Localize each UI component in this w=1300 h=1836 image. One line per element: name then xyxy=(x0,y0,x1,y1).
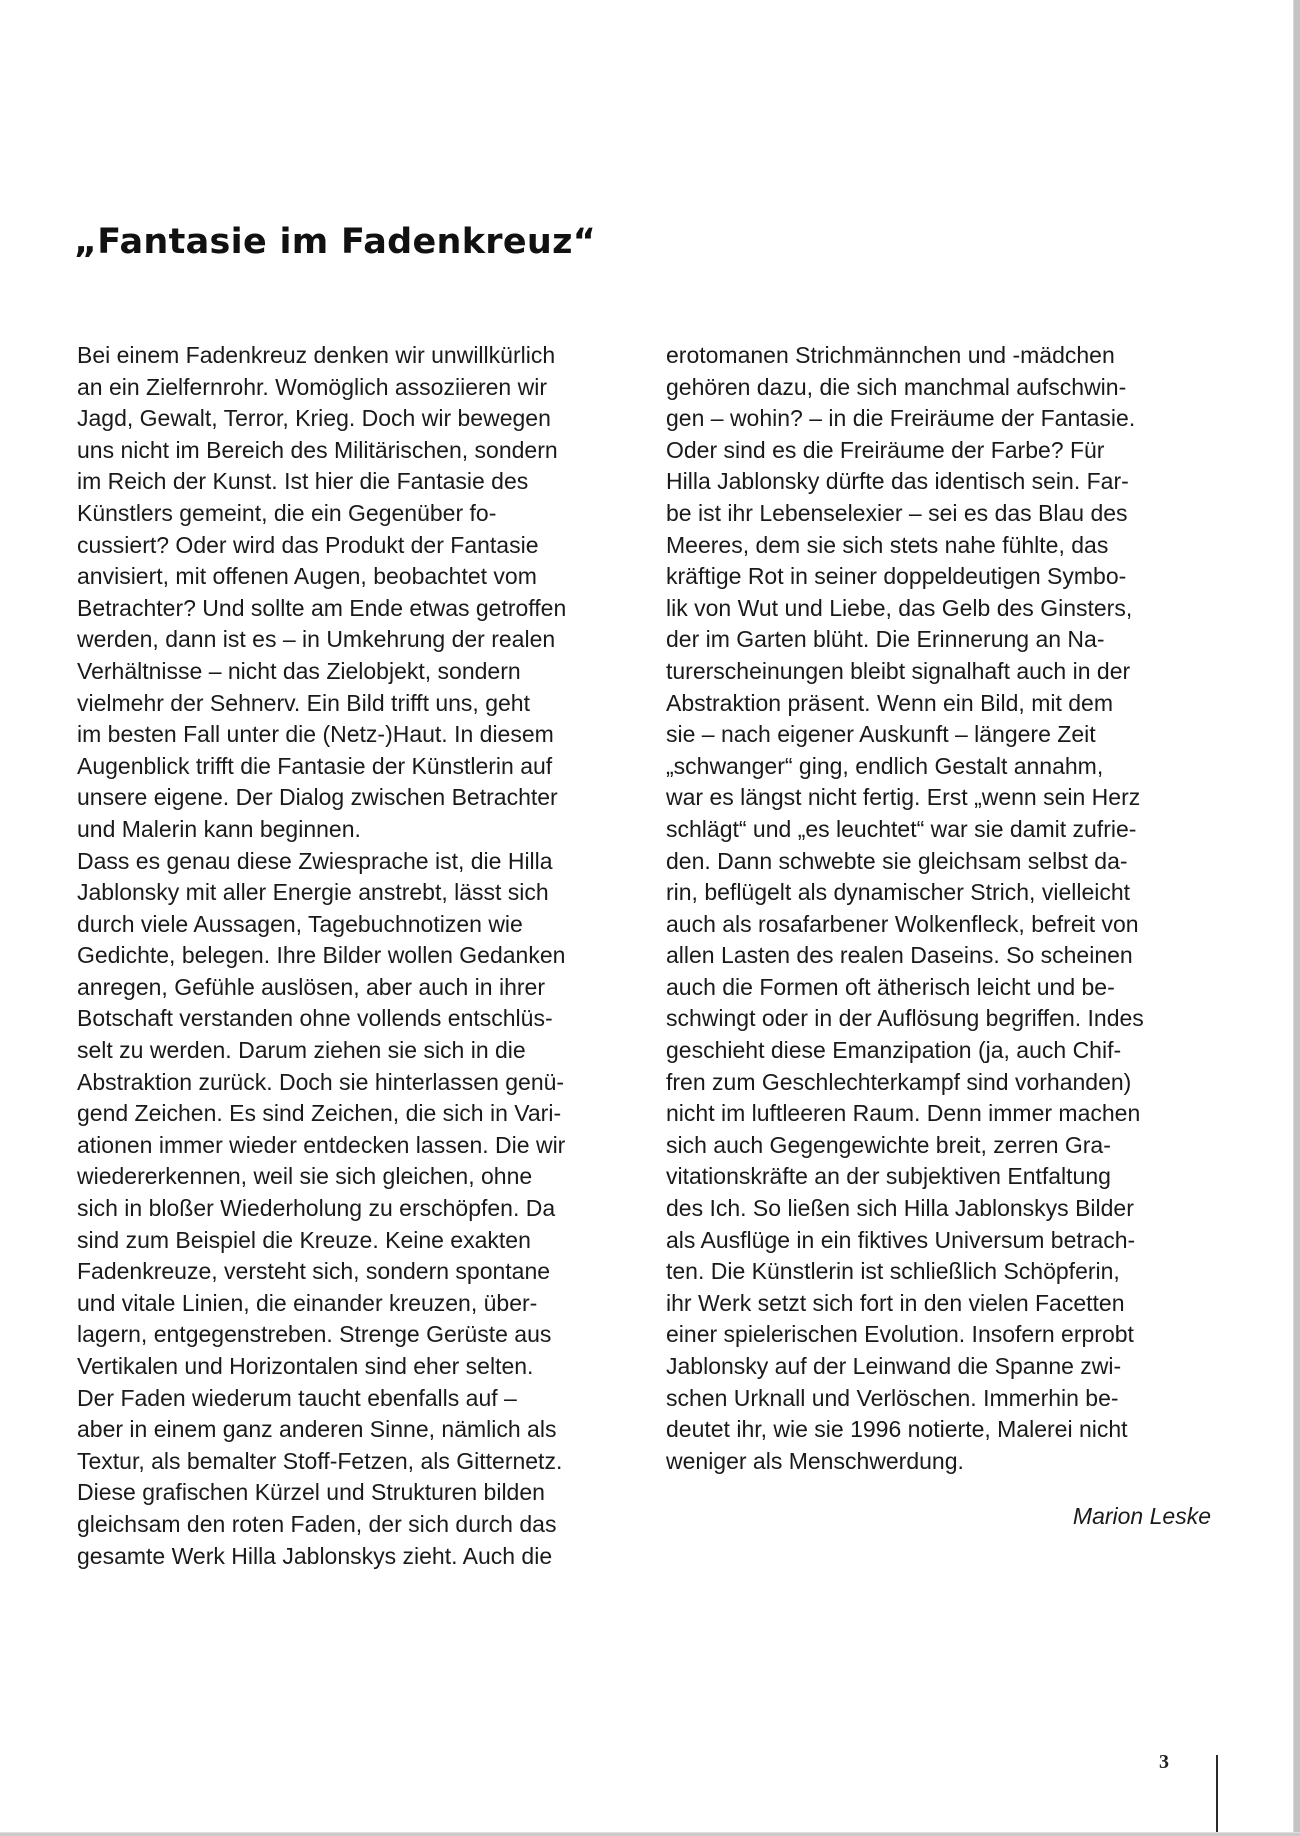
text-line: turerscheinungen bleibt signalhaft auch in der xyxy=(666,657,1131,684)
text-line: Fadenkreuze, versteht sich, sondern spontane xyxy=(77,1258,551,1285)
page-margin-rule xyxy=(1216,1755,1218,1832)
text-line: Verhältnisse – nicht das Zielobjekt, sondern xyxy=(77,657,521,684)
text-line: Botschaft verstanden ohne vollends entschlüs- xyxy=(77,1005,553,1032)
text-line: den. Dann schwebte sie gleichsam selbst da- xyxy=(666,847,1128,874)
text-line: schlägt“ und „es leuchtet“ war sie damit zufrie- xyxy=(666,815,1137,842)
text-line: „schwanger“ ging, endlich Gestalt annahm, xyxy=(666,752,1104,779)
text-line: im besten Fall unter die (Netz-)Haut. In diesem xyxy=(77,721,554,748)
text-line: Abstraktion präsent. Wenn ein Bild, mit dem xyxy=(666,689,1114,716)
text-line: rin, beflügelt als dynamischer Strich, vielleicht xyxy=(666,879,1131,906)
right-text-column xyxy=(666,340,1144,1477)
text-line: allen Lasten des realen Daseins. So scheinen xyxy=(666,942,1133,969)
text-line: Gedichte, belegen. Ihre Bilder wollen Gedanken xyxy=(77,942,566,969)
text-line: Textur, als bemalter Stoff-Fetzen, als Gitternetz. xyxy=(77,1447,563,1474)
text-line: selt zu werden. Darum ziehen sie sich in die xyxy=(77,1037,526,1064)
text-line: anvisiert, mit offenen Augen, beobachtet vom xyxy=(77,563,537,590)
text-line: des Ich. So ließen sich Hilla Jablonskys Bilder xyxy=(666,1195,1134,1222)
text-line: werden, dann ist es – in Umkehrung der realen xyxy=(77,626,556,653)
text-line: Dass es genau diese Zwiesprache ist, die Hilla xyxy=(77,847,553,874)
left-text-column xyxy=(77,340,566,1572)
text-line: lagern, entgegenstreben. Strenge Gerüste aus xyxy=(77,1321,552,1348)
text-line: Meeres, dem sie sich stets nahe fühlte, das xyxy=(666,531,1109,558)
text-line: Der Faden wiederum taucht ebenfalls auf – xyxy=(77,1384,517,1411)
text-line: war es längst nicht fertig. Erst „wenn sein Herz xyxy=(666,784,1141,811)
article-title: „Fantasie im Fadenkreuz“ xyxy=(74,222,597,262)
text-line: Oder sind es die Freiräume der Farbe? Für xyxy=(666,436,1105,463)
text-line: vitationskräfte an der subjektiven Entfaltung xyxy=(666,1163,1111,1190)
text-line: im Reich der Kunst. Ist hier die Fantasie des xyxy=(77,468,529,495)
text-line: Künstlers gemeint, die ein Gegenüber fo- xyxy=(77,499,497,526)
text-line: fren zum Geschlechterkampf sind vorhanden) xyxy=(666,1068,1132,1095)
text-line: Augenblick trifft die Fantasie der Künstlerin auf xyxy=(77,752,553,779)
text-line: be ist ihr Lebenselexier – sei es das Blau des xyxy=(666,499,1128,526)
text-line: der im Garten blüht. Die Erinnerung an Na- xyxy=(666,626,1105,653)
text-line: Jablonsky mit aller Energie anstrebt, lässt sich xyxy=(77,879,549,906)
text-line: Abstraktion zurück. Doch sie hinterlassen genü- xyxy=(77,1068,565,1095)
text-line: auch als rosafarbener Wolkenfleck, befreit von xyxy=(666,910,1139,937)
text-line: cussiert? Oder wird das Produkt der Fantasie xyxy=(77,531,539,558)
text-line: deutet ihr, wie sie 1996 notierte, Malerei nicht xyxy=(666,1416,1128,1443)
text-line: aber in einem ganz anderen Sinne, nämlich als xyxy=(77,1416,557,1443)
text-line: gleichsam den roten Faden, der sich durch das xyxy=(77,1510,557,1537)
text-line: wiedererkennen, weil sie sich gleichen, ohne xyxy=(77,1163,533,1190)
text-line: gen – wohin? – in die Freiräume der Fantasie. xyxy=(666,405,1136,432)
text-line: anregen, Gefühle auslösen, aber auch in ihrer xyxy=(77,973,545,1000)
text-line: an ein Zielfernrohr. Womöglich assoziieren wir xyxy=(77,373,547,400)
text-line: Jablonsky auf der Leinwand die Spanne zwi- xyxy=(666,1353,1122,1379)
text-line: Betrachter? Und sollte am Ende etwas getroffen xyxy=(77,594,567,621)
text-line: vielmehr der Sehnerv. Ein Bild trifft uns, geht xyxy=(77,689,530,716)
page-number: 3 xyxy=(1159,1751,1169,1773)
author-signature: Marion Leske xyxy=(1072,1503,1211,1529)
text-line: nicht im luftleeren Raum. Denn immer machen xyxy=(666,1100,1141,1127)
text-line: schen Urknall und Verlöschen. Immerhin be- xyxy=(666,1384,1119,1411)
text-line: schwingt oder in der Auflösung begriffen. Indes xyxy=(666,1005,1144,1032)
page-edge-bottom xyxy=(0,1832,1300,1836)
text-line: kräftige Rot in seiner doppeldeutigen Symbo- xyxy=(666,563,1127,590)
text-line: Vertikalen und Horizontalen sind eher selten. xyxy=(77,1353,534,1379)
text-line: als Ausflüge in ein fiktives Universum betrach- xyxy=(666,1226,1136,1253)
text-line: uns nicht im Bereich des Militärischen, sondern xyxy=(77,436,558,463)
text-line: sind zum Beispiel die Kreuze. Keine exakten xyxy=(77,1226,531,1253)
text-line: gend Zeichen. Es sind Zeichen, die sich in Vari- xyxy=(77,1100,562,1127)
text-line: und Malerin kann beginnen. xyxy=(77,815,361,842)
text-line: sie – nach eigener Auskunft – längere Zeit xyxy=(666,721,1096,748)
text-line: ihr Werk setzt sich fort in den vielen Facetten xyxy=(666,1289,1125,1316)
text-line: Diese grafischen Kürzel und Strukturen bilden xyxy=(77,1479,545,1506)
text-line: weniger als Menschwerdung. xyxy=(666,1447,964,1474)
text-line: einer spielerischen Evolution. Insofern erprobt xyxy=(666,1321,1134,1348)
text-line: Bei einem Fadenkreuz denken wir unwillkürlich xyxy=(77,342,556,368)
text-line: geschieht diese Emanzipation (ja, auch Chif- xyxy=(666,1037,1122,1064)
text-line: Hilla Jablonsky dürfte das identisch sein. Far- xyxy=(666,468,1129,495)
text-line: und vitale Linien, die einander kreuzen, über- xyxy=(77,1289,538,1316)
text-line: ationen immer wieder entdecken lassen. Die wir xyxy=(77,1131,566,1158)
text-line: ten. Die Künstlerin ist schließlich Schöpferin, xyxy=(666,1258,1120,1285)
text-line: sich auch Gegengewichte breit, zerren Gra- xyxy=(666,1131,1111,1158)
text-line: Jagd, Gewalt, Terror, Krieg. Doch wir bewegen xyxy=(77,405,551,432)
text-line: lik von Wut und Liebe, das Gelb des Ginsters, xyxy=(666,594,1133,621)
text-line: auch die Formen oft ätherisch leicht und be- xyxy=(666,973,1115,1000)
text-line: gesamte Werk Hilla Jablonskys zieht. Auch die xyxy=(77,1542,553,1569)
text-line: durch viele Aussagen, Tagebuchnotizen wie xyxy=(77,910,523,937)
text-line: sich in bloßer Wiederholung zu erschöpfen. Da xyxy=(77,1195,556,1222)
text-line: erotomanen Strichmännchen und -mädchen xyxy=(666,342,1115,368)
text-line: gehören dazu, die sich manchmal aufschwin- xyxy=(666,373,1127,400)
text-line: unsere eigene. Der Dialog zwischen Betrachter xyxy=(77,784,558,811)
page-edge-right xyxy=(1293,0,1300,1836)
